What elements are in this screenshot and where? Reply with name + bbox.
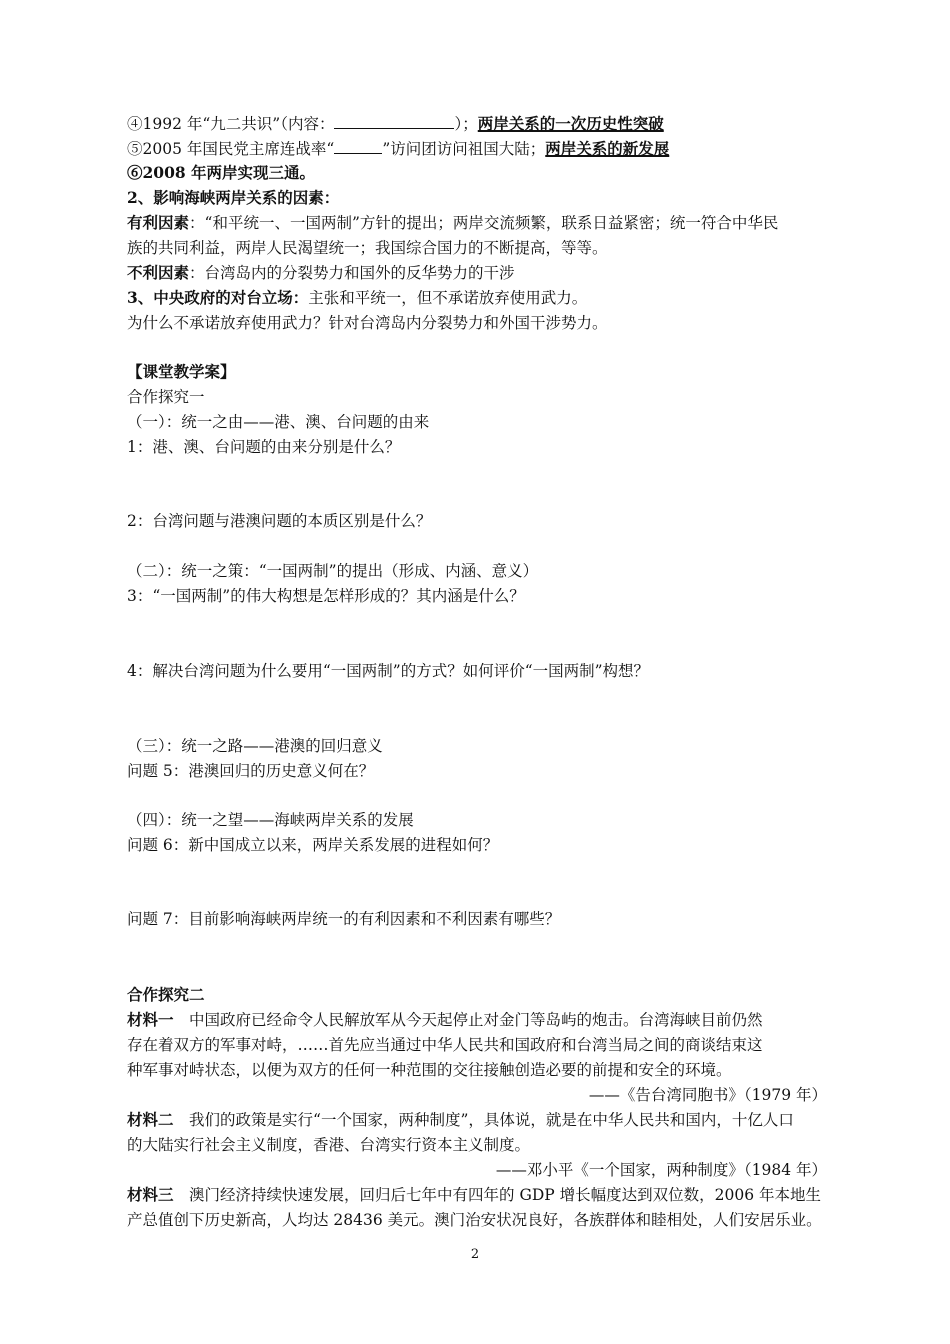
part-1-heading: （一）：统一之由——港、澳、台问题的由来 — [127, 413, 430, 431]
part-4-heading: （四）：统一之望——海峡两岸关系的发展 — [127, 811, 414, 829]
question-6: 问题 6：新中国成立以来，两岸关系发展的进程如何？ — [127, 836, 499, 854]
material-1-label: 材料一 — [127, 1010, 174, 1029]
material-1-line-2: 存在着双方的军事对峙，……首先应当通过中华人民共和国政府和台湾当局之间的商谈结束这 — [127, 1036, 763, 1054]
question-3: 3：“一国两制”的伟大构想是怎样形成的？其内涵是什么？ — [127, 587, 525, 605]
favorable-line-1 — [127, 211, 827, 235]
stance-heading: 3、中央政府的对台立场： — [127, 288, 309, 307]
material-3-label: 材料三 — [127, 1185, 174, 1204]
material-2-line-2: 的大陆实行社会主义制度，香港、台湾实行资本主义制度。 — [127, 1136, 531, 1154]
why-line: 为什么不承诺放弃使用武力？针对台湾岛内分裂势力和外国干涉势力。 — [127, 314, 608, 332]
stance-line — [127, 286, 827, 310]
material-2-label: 材料二 — [127, 1110, 174, 1129]
material-2-source: ——邓小平《一个国家，两种制度》（1984 年） — [495, 1161, 827, 1179]
item4-prefix: ④1992 年“九二共识”（内容： — [127, 115, 335, 133]
unfavorable-line — [127, 261, 827, 285]
question-2: 2：台湾问题与港澳问题的本质区别是什么？ — [127, 512, 432, 530]
coop-2-heading: 合作探究二 — [127, 985, 205, 1004]
item4-emphasis: 两岸关系的一次历史性突破 — [477, 114, 664, 133]
question-1: 1：港、澳、台问题的由来分别是什么？ — [127, 438, 401, 456]
material-1-line-1 — [127, 1008, 827, 1032]
material-3-line-1 — [127, 1183, 827, 1207]
material-1-source: ——《告台湾同胞书》（1979 年） — [588, 1086, 827, 1104]
favorable-label: 有利因素 — [127, 213, 190, 232]
material-1-line-3: 种军事对峙状态，以便为双方的任何一种范围的交往接触创造必要的前提和安全的环境。 — [127, 1061, 732, 1079]
lesson-heading: 【课堂教学案】 — [127, 362, 236, 381]
material-2-text: 我们的政策是实行“一个国家，两种制度”，具体说，就是在中华人民共和国内，十亿人口 — [173, 1111, 794, 1129]
factors-heading: 2、影响海峡两岸关系的因素： — [127, 188, 340, 207]
unfavorable-label: 不利因素 — [127, 263, 190, 282]
material-3-text: 澳门经济持续快速发展，回归后七年中有四年的 GDP 增长幅度达到双位数，2006 年本地生 — [173, 1186, 821, 1204]
blank-field — [334, 139, 382, 154]
material-1-text: 中国政府已经命令人民解放军从今天起停止对金门等岛屿的炮击。台湾海峡目前仍然 — [173, 1011, 763, 1029]
favorable-line-2: 族的共同利益，两岸人民渴望统一；我国综合国力的不断提高，等等。 — [127, 239, 608, 257]
question-4: 4：解决台湾问题为什么要用“一国两制”的方式？如何评价“一国两制”构想？ — [127, 662, 650, 680]
item-4 — [127, 112, 827, 136]
item4-mid: ）； — [454, 115, 478, 133]
blank-field — [334, 114, 454, 129]
item5-prefix: ⑤2005 年国民党主席连战率“ — [127, 140, 335, 158]
question-7: 问题 7：目前影响海峡两岸统一的有利因素和不利因素有哪些？ — [127, 910, 561, 928]
part-2-heading: （二）：统一之策：“一国两制”的提出（形成、内涵、意义） — [127, 562, 539, 580]
coop-1-heading: 合作探究一 — [127, 388, 205, 406]
part-3-heading: （三）：统一之路——港澳的回归意义 — [127, 737, 383, 755]
stance-text: 主张和平统一，但不承诺放弃使用武力。 — [308, 289, 588, 307]
material-2-line-1 — [127, 1108, 827, 1132]
unfavorable-text: ：台湾岛内的分裂势力和国外的反华势力的干涉 — [189, 264, 515, 282]
item-5 — [127, 137, 827, 161]
material-3-line-2: 产总值创下历史新高，人均达 28436 美元。澳门治安状况良好，各族群体和睦相处，人们安居乐业。 — [127, 1211, 822, 1229]
item-6: ⑥2008 年两岸实现三通。 — [127, 163, 316, 182]
item5-emphasis: 两岸关系的新发展 — [545, 139, 670, 158]
favorable-text: ：“和平统一、一国两制”方针的提出；两岸交流频繁，联系日益紧密；统一符合中华民 — [189, 214, 779, 232]
page-number: 2 — [470, 1247, 480, 1262]
item5-mid: ”访问团访问祖国大陆； — [382, 140, 546, 158]
question-5: 问题 5：港澳回归的历史意义何在？ — [127, 762, 375, 780]
